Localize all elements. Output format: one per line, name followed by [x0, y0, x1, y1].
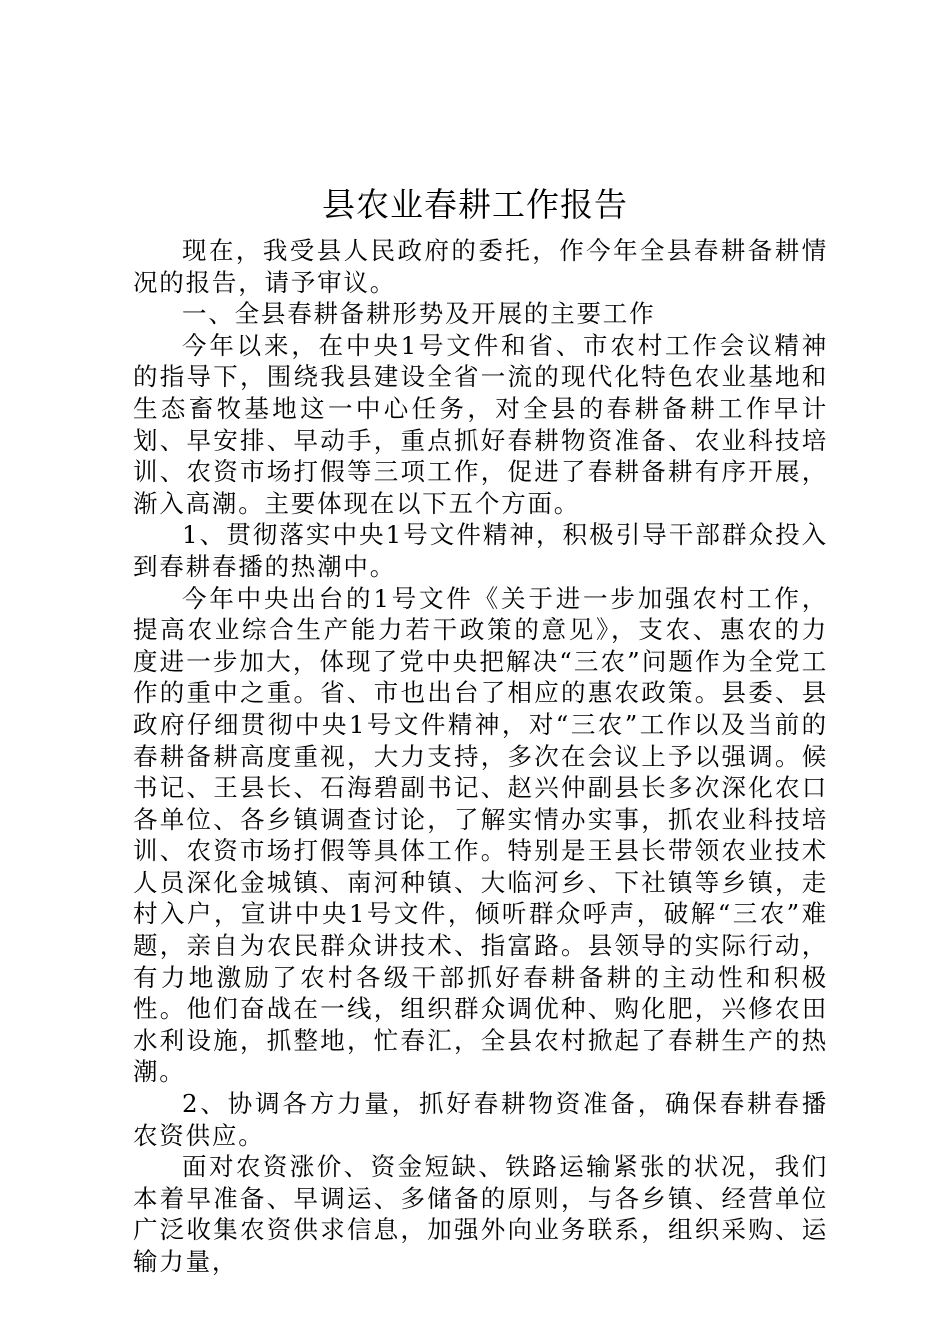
- subheading-2: 2、协调各方力量，抓好春耕物资准备，确保春耕春播农资供应。: [133, 1089, 828, 1150]
- paragraph-policy: 今年中央出台的1号文件《关于进一步加强农村工作，提高农业综合生产能力若干政策的意见》，支农、惠农的力度进一步加大，体现了党中央把解决“三农”问题作为全党工作的重中之重。省、市也出台了相应的惠农政策。县委、县政府仔细贯彻中央1号文件精神，对“三农”工作以及当前的春耕备耕高度重视，大力支持，多次在会议上予以强调。候书记、王县长、石海碧副书记、赵兴仲副县长多次深化农口各单位、各乡镇调查讨论，了解实情办实事，抓农业科技培训、农资市场打假等具体工作。特别是王县长带领农业技术人员深化金城镇、南河种镇、大临河乡、下社镇等乡镇，走村入户，宣讲中央1号文件，倾听群众呼声，破解“三农”难题，亲自为农民群众讲技术、指富路。县领导的实际行动，有力地激励了农村各级干部抓好春耕备耕的主动性和积极性。他们奋战在一线，组织群众调优种、购化肥，兴修农田水利设施，抓整地，忙春汇，全县农村掀起了春耕生产的热潮。: [133, 583, 828, 1087]
- document-title: 县农业春耕工作报告: [322, 185, 628, 224]
- paragraph-supplies: 面对农资涨价、资金短缺、铁路运输紧张的状况，我们本着早准备、早调运、多储备的原则，与各乡镇、经营单位广泛收集农资供求信息，加强外向业务联系，组织采购、运输力量，: [133, 1152, 828, 1276]
- paragraph-intro: 现在，我受县人民政府的委托，作今年全县春耕备耕情况的报告，请予审议。: [133, 236, 828, 297]
- section-heading-1: 一、全县春耕备耕形势及开展的主要工作: [182, 299, 656, 329]
- paragraph-overview: 今年以来，在中央1号文件和省、市农村工作会议精神的指导下，围绕我县建设全省一流的现代化特色农业基地和生态畜牧基地这一中心任务，对全县的春耕备耕工作早计划、早安排、早动手，重点抓好春耕物资准备、农业科技培训、农资市场打假等三项工作，促进了春耕备耕有序开展，渐入高潮。主要体现在以下五个方面。: [133, 330, 828, 518]
- document-body: [133, 235, 828, 1278]
- subheading-1: 1、贯彻落实中央1号文件精神，积极引导干部群众投入到春耕春播的热潮中。: [133, 520, 828, 581]
